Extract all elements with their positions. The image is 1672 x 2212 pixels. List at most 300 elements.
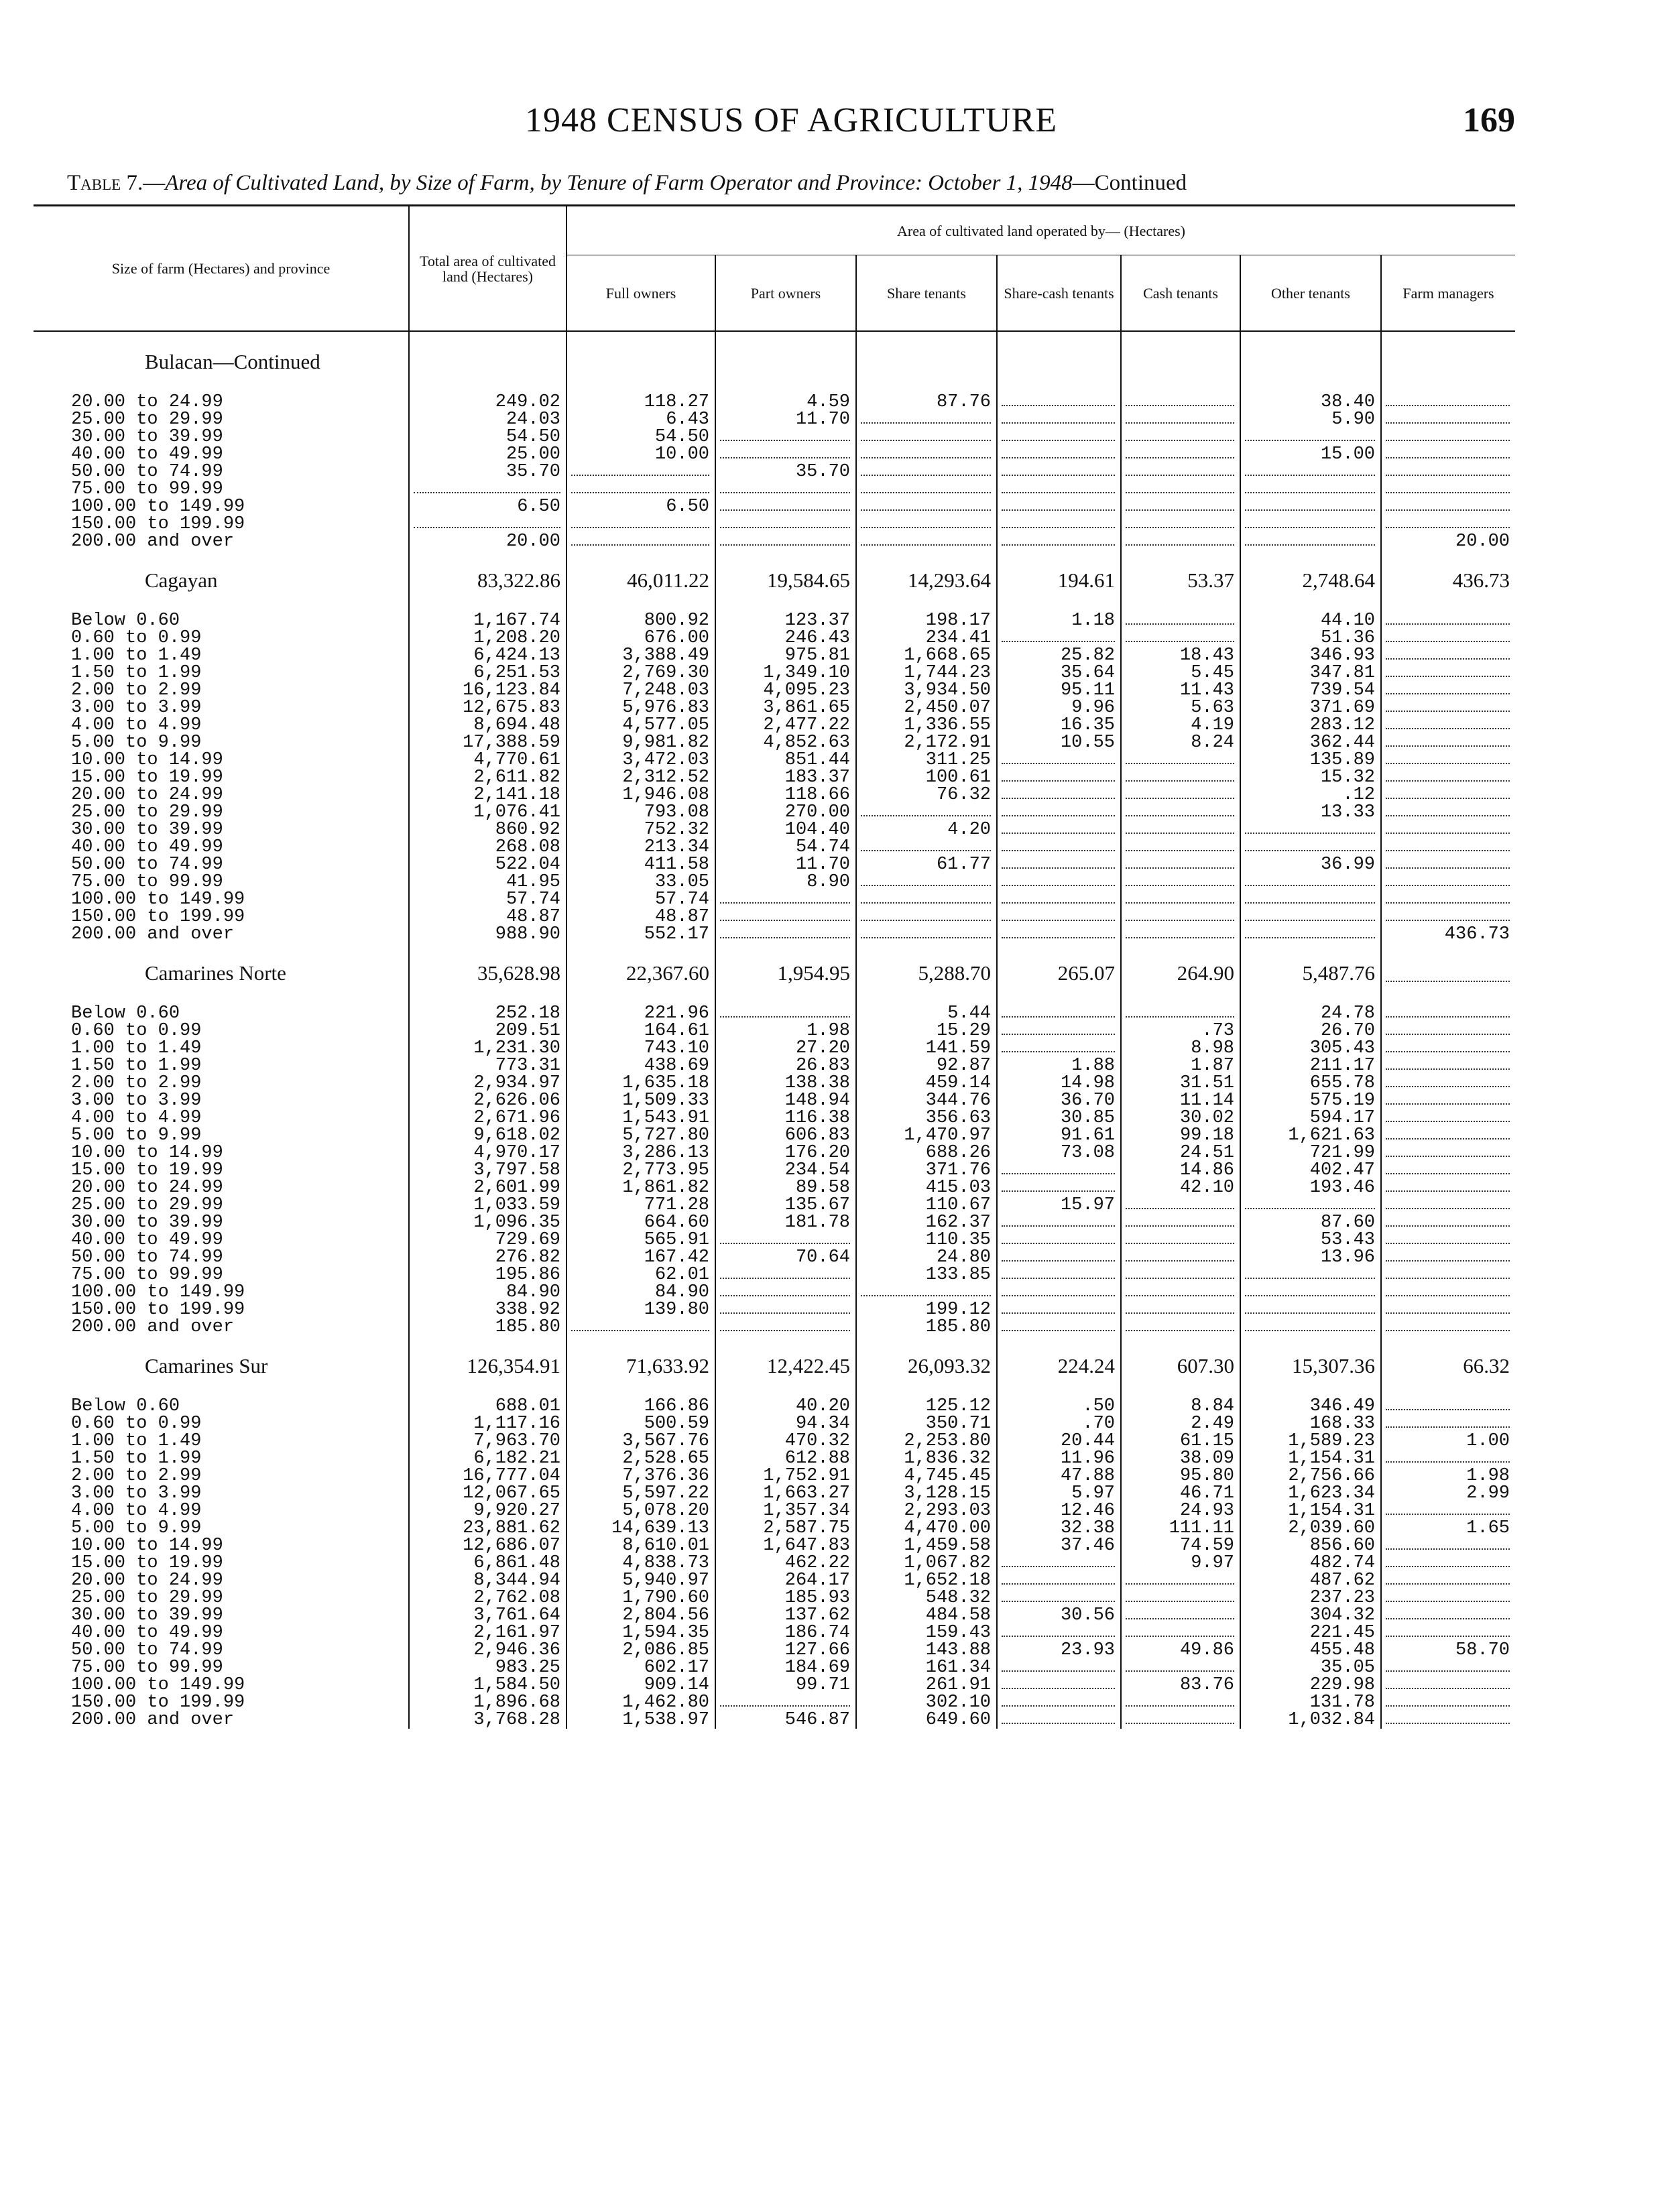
table-cell bbox=[997, 1554, 1121, 1572]
table-cell: 729.69 bbox=[409, 1231, 566, 1249]
section-total-cell: 66.32 bbox=[1381, 1336, 1515, 1380]
size-class-label: 15.00 to 19.99 bbox=[71, 1162, 223, 1179]
size-class-label: 1.50 to 1.99 bbox=[71, 1450, 202, 1467]
table-cell bbox=[856, 481, 997, 498]
table-cell: 26.83 bbox=[715, 1057, 856, 1074]
table-cell: 1,067.82 bbox=[856, 1554, 997, 1572]
table-cell bbox=[1381, 1144, 1515, 1162]
table-cell: 470.32 bbox=[715, 1432, 856, 1450]
table-cell bbox=[856, 891, 997, 908]
table-cell: 1,946.08 bbox=[566, 786, 715, 804]
table-cell bbox=[1381, 411, 1515, 428]
table-cell bbox=[1381, 1196, 1515, 1214]
size-class-label: 75.00 to 99.99 bbox=[71, 873, 223, 891]
table-cell: 9,920.27 bbox=[409, 1502, 566, 1520]
section-total-cell: 126,354.91 bbox=[409, 1336, 566, 1380]
table-cell bbox=[1381, 1589, 1515, 1607]
table-cell bbox=[1121, 1572, 1240, 1589]
table-cell bbox=[1121, 1266, 1240, 1284]
table-cell: 12.46 bbox=[997, 1502, 1121, 1520]
table-cell bbox=[997, 1266, 1121, 1284]
table-cell: 743.10 bbox=[566, 1040, 715, 1057]
table-cell: .50 bbox=[997, 1398, 1121, 1415]
table-cell bbox=[997, 751, 1121, 769]
table-cell: 1,509.33 bbox=[566, 1092, 715, 1109]
spacer-cell bbox=[1240, 376, 1381, 393]
table-cell bbox=[856, 498, 997, 515]
table-cell: 143.88 bbox=[856, 1642, 997, 1659]
size-class-label: 2.00 to 2.99 bbox=[71, 1074, 202, 1092]
section-row bbox=[34, 331, 1515, 376]
table-cell: 371.69 bbox=[1240, 699, 1381, 717]
table-row bbox=[34, 664, 1515, 682]
table-cell bbox=[856, 446, 997, 463]
size-class-label: 30.00 to 39.99 bbox=[71, 1214, 223, 1231]
spacer-cell bbox=[997, 1380, 1121, 1398]
table-cell: 800.92 bbox=[566, 612, 715, 629]
table-cell: 3,797.58 bbox=[409, 1162, 566, 1179]
section-blank-cell bbox=[409, 331, 566, 376]
table-row bbox=[34, 1231, 1515, 1249]
spacer-cell bbox=[409, 1380, 566, 1398]
spacer-cell bbox=[409, 987, 566, 1005]
table-cell: 162.37 bbox=[856, 1214, 997, 1231]
table-row bbox=[34, 1694, 1515, 1711]
table-row bbox=[34, 1398, 1515, 1415]
table-cell bbox=[997, 1711, 1121, 1729]
table-cell: 24.78 bbox=[1240, 1005, 1381, 1022]
table-cell bbox=[856, 428, 997, 446]
spacer-cell bbox=[1381, 987, 1515, 1005]
table-cell bbox=[1240, 1266, 1381, 1284]
running-head: 1948 CENSUS OF AGRICULTURE bbox=[524, 101, 1058, 139]
table-cell: 27.20 bbox=[715, 1040, 856, 1057]
table-cell: 8,610.01 bbox=[566, 1537, 715, 1554]
table-row bbox=[34, 1249, 1515, 1266]
table-cell: 7,376.36 bbox=[566, 1467, 715, 1485]
table-cell: 6,861.48 bbox=[409, 1554, 566, 1572]
table-cell: 415.03 bbox=[856, 1179, 997, 1196]
table-cell: 11.70 bbox=[715, 856, 856, 873]
table-label: Table 7. bbox=[67, 171, 143, 195]
table-cell bbox=[1381, 908, 1515, 926]
table-cell: 5.90 bbox=[1240, 411, 1381, 428]
table-cell: 2,946.36 bbox=[409, 1642, 566, 1659]
section-total-cell: 12,422.45 bbox=[715, 1336, 856, 1380]
table-row bbox=[34, 1266, 1515, 1284]
table-cell: 35.70 bbox=[409, 463, 566, 481]
table-cell: 1,584.50 bbox=[409, 1676, 566, 1694]
spacer-cell bbox=[715, 376, 856, 393]
table-cell: 1,154.31 bbox=[1240, 1502, 1381, 1520]
table-cell: 74.59 bbox=[1121, 1537, 1240, 1554]
table-cell: 2,528.65 bbox=[566, 1450, 715, 1467]
table-cell: 61.77 bbox=[856, 856, 997, 873]
table-cell bbox=[997, 1005, 1121, 1022]
table-cell bbox=[1121, 1284, 1240, 1301]
section-row bbox=[34, 550, 1515, 595]
size-class-label: 1.00 to 1.49 bbox=[71, 647, 202, 664]
table-row bbox=[34, 699, 1515, 717]
table-row bbox=[34, 1179, 1515, 1196]
table-cell: 4,852.63 bbox=[715, 734, 856, 751]
table-cell: 346.93 bbox=[1240, 647, 1381, 664]
table-cell: 721.99 bbox=[1240, 1144, 1381, 1162]
table-row bbox=[34, 1659, 1515, 1676]
table-cell: 1,336.55 bbox=[856, 717, 997, 734]
spacer-row bbox=[34, 987, 1515, 1005]
table-cell: 176.20 bbox=[715, 1144, 856, 1162]
table-cell: 1,621.63 bbox=[1240, 1127, 1381, 1144]
col-share-tenants: Share tenants bbox=[856, 255, 997, 332]
table-cell: 4,577.05 bbox=[566, 717, 715, 734]
page-number: 169 bbox=[1463, 101, 1515, 139]
table-row bbox=[34, 1607, 1515, 1624]
table-cell: 234.41 bbox=[856, 629, 997, 647]
table-cell bbox=[1121, 612, 1240, 629]
table-cell bbox=[1381, 1502, 1515, 1520]
table-cell bbox=[1381, 1318, 1515, 1336]
table-cell: 30.85 bbox=[997, 1109, 1121, 1127]
spacer-cell bbox=[34, 595, 409, 612]
table-cell bbox=[1121, 1624, 1240, 1642]
table-cell: 8.84 bbox=[1121, 1398, 1240, 1415]
table-cell: 302.10 bbox=[856, 1694, 997, 1711]
table-cell: 41.95 bbox=[409, 873, 566, 891]
table-cell: 2,293.03 bbox=[856, 1502, 997, 1520]
table-cell: 111.11 bbox=[1121, 1520, 1240, 1537]
table-cell bbox=[856, 463, 997, 481]
table-row bbox=[34, 393, 1515, 411]
table-cell: 2,587.75 bbox=[715, 1520, 856, 1537]
table-row bbox=[34, 751, 1515, 769]
table-row bbox=[34, 1127, 1515, 1144]
table-cell: 135.89 bbox=[1240, 751, 1381, 769]
table-cell: 127.66 bbox=[715, 1642, 856, 1659]
table-cell: 12,675.83 bbox=[409, 699, 566, 717]
table-cell: 166.86 bbox=[566, 1398, 715, 1415]
table-cell: 91.61 bbox=[997, 1127, 1121, 1144]
table-cell: 36.70 bbox=[997, 1092, 1121, 1109]
table-row bbox=[34, 1092, 1515, 1109]
table-cell: 411.58 bbox=[566, 856, 715, 873]
table-cell: 18.43 bbox=[1121, 647, 1240, 664]
size-class-label: 50.00 to 74.99 bbox=[71, 856, 223, 873]
size-class-label: 20.00 to 24.99 bbox=[71, 1572, 223, 1589]
table-cell bbox=[997, 629, 1121, 647]
table-cell: 11.14 bbox=[1121, 1092, 1240, 1109]
section-total-cell: 2,748.64 bbox=[1240, 550, 1381, 595]
col-share-cash-tenants: Share-cash tenants bbox=[997, 255, 1121, 332]
table-cell: 31.51 bbox=[1121, 1074, 1240, 1092]
table-row bbox=[34, 446, 1515, 463]
table-row bbox=[34, 515, 1515, 533]
table-cell: 438.69 bbox=[566, 1057, 715, 1074]
spacer-cell bbox=[1121, 376, 1240, 393]
table-cell bbox=[1381, 1266, 1515, 1284]
table-cell: 2.99 bbox=[1381, 1485, 1515, 1502]
table-cell: 1,459.58 bbox=[856, 1537, 997, 1554]
table-cell bbox=[1381, 612, 1515, 629]
col-other-tenants: Other tenants bbox=[1240, 255, 1381, 332]
table-cell: 95.11 bbox=[997, 682, 1121, 699]
size-class-label: 100.00 to 149.99 bbox=[71, 498, 245, 515]
size-class-label: 100.00 to 149.99 bbox=[71, 1676, 245, 1694]
size-class-label: 1.00 to 1.49 bbox=[71, 1432, 202, 1450]
table-cell: 1,154.31 bbox=[1240, 1450, 1381, 1467]
table-cell bbox=[715, 1301, 856, 1318]
table-cell: 3,472.03 bbox=[566, 751, 715, 769]
table-cell bbox=[715, 1694, 856, 1711]
table-cell: 4.59 bbox=[715, 393, 856, 411]
size-class-label: 200.00 and over bbox=[71, 926, 235, 943]
size-class-label: 4.00 to 4.99 bbox=[71, 1502, 202, 1520]
table-cell: 6,251.53 bbox=[409, 664, 566, 682]
table-row bbox=[34, 856, 1515, 873]
col-part-owners: Part owners bbox=[715, 255, 856, 332]
table-cell: 1,117.16 bbox=[409, 1415, 566, 1432]
table-cell bbox=[1121, 411, 1240, 428]
table-cell: 185.93 bbox=[715, 1589, 856, 1607]
table-row bbox=[34, 1318, 1515, 1336]
table-cell: 1,096.35 bbox=[409, 1214, 566, 1231]
table-cell: 8.24 bbox=[1121, 734, 1240, 751]
table-row bbox=[34, 1485, 1515, 1502]
table-row bbox=[34, 629, 1515, 647]
table-row bbox=[34, 891, 1515, 908]
table-cell: 44.10 bbox=[1240, 612, 1381, 629]
table-row bbox=[34, 1284, 1515, 1301]
table-cell: .73 bbox=[1121, 1022, 1240, 1040]
table-cell bbox=[715, 498, 856, 515]
table-row bbox=[34, 682, 1515, 699]
table-cell: 99.18 bbox=[1121, 1127, 1240, 1144]
table-cell: 38.40 bbox=[1240, 393, 1381, 411]
size-class-label: 50.00 to 74.99 bbox=[71, 463, 223, 481]
size-class-label: 0.60 to 0.99 bbox=[71, 1022, 202, 1040]
table-row bbox=[34, 1467, 1515, 1485]
table-row bbox=[34, 1502, 1515, 1520]
table-cell: 4,770.61 bbox=[409, 751, 566, 769]
table-cell bbox=[997, 1589, 1121, 1607]
spacer-cell bbox=[566, 595, 715, 612]
table-cell: 25.82 bbox=[997, 647, 1121, 664]
table-cell: 9,618.02 bbox=[409, 1127, 566, 1144]
table-cell: 1.87 bbox=[1121, 1057, 1240, 1074]
table-cell: 24.51 bbox=[1121, 1144, 1240, 1162]
spacer-cell bbox=[997, 595, 1121, 612]
table-cell: 35.05 bbox=[1240, 1659, 1381, 1676]
table-cell: 138.38 bbox=[715, 1074, 856, 1092]
table-cell bbox=[715, 1005, 856, 1022]
tenure-group-header: Area of cultivated land operated by— (Hectares) bbox=[566, 206, 1515, 255]
table-cell: 1,462.80 bbox=[566, 1694, 715, 1711]
table-cell: 95.80 bbox=[1121, 1467, 1240, 1485]
table-cell: 1,836.32 bbox=[856, 1450, 997, 1467]
table-cell: 1,635.18 bbox=[566, 1074, 715, 1092]
table-cell: 37.46 bbox=[997, 1537, 1121, 1554]
table-cell: 1,349.10 bbox=[715, 664, 856, 682]
table-cell bbox=[997, 515, 1121, 533]
table-cell: 4.20 bbox=[856, 821, 997, 839]
table-cell bbox=[1381, 647, 1515, 664]
size-class-label: 2.00 to 2.99 bbox=[71, 1467, 202, 1485]
spacer-cell bbox=[1121, 595, 1240, 612]
section-total-cell: 22,367.60 bbox=[566, 943, 715, 987]
table-cell bbox=[1240, 498, 1381, 515]
size-class-label: 3.00 to 3.99 bbox=[71, 1485, 202, 1502]
table-cell bbox=[1381, 446, 1515, 463]
table-cell bbox=[1121, 1607, 1240, 1624]
table-cell bbox=[1121, 1214, 1240, 1231]
size-class-label: 3.00 to 3.99 bbox=[71, 1092, 202, 1109]
table-cell: 346.49 bbox=[1240, 1398, 1381, 1415]
table-row bbox=[34, 839, 1515, 856]
table-cell: 1,538.97 bbox=[566, 1711, 715, 1729]
table-cell: 311.25 bbox=[856, 751, 997, 769]
size-class-label: 40.00 to 49.99 bbox=[71, 446, 223, 463]
table-cell bbox=[1121, 908, 1240, 926]
table-row bbox=[34, 821, 1515, 839]
size-class-label: 20.00 to 24.99 bbox=[71, 393, 223, 411]
table-cell bbox=[997, 1659, 1121, 1676]
spacer-cell bbox=[409, 595, 566, 612]
table-cell bbox=[1240, 463, 1381, 481]
table-cell: 54.50 bbox=[566, 428, 715, 446]
table-cell bbox=[1381, 751, 1515, 769]
section-blank-cell bbox=[1240, 331, 1381, 376]
table-cell bbox=[715, 1231, 856, 1249]
table-row bbox=[34, 1144, 1515, 1162]
table-cell bbox=[1381, 1127, 1515, 1144]
table-cell bbox=[997, 1676, 1121, 1694]
table-cell: 1,623.34 bbox=[1240, 1485, 1381, 1502]
section-total-cell: 5,487.76 bbox=[1240, 943, 1381, 987]
table-cell: 1,543.91 bbox=[566, 1109, 715, 1127]
table-cell bbox=[1381, 804, 1515, 821]
table-cell: 161.34 bbox=[856, 1659, 997, 1676]
size-class-label: 50.00 to 74.99 bbox=[71, 1642, 223, 1659]
table-cell: 16,777.04 bbox=[409, 1467, 566, 1485]
table-cell: 36.99 bbox=[1240, 856, 1381, 873]
table-cell: 606.83 bbox=[715, 1127, 856, 1144]
table-cell: 54.50 bbox=[409, 428, 566, 446]
table-cell: 53.43 bbox=[1240, 1231, 1381, 1249]
table-cell: 5,976.83 bbox=[566, 699, 715, 717]
spacer-row bbox=[34, 595, 1515, 612]
table-cell: 1,647.83 bbox=[715, 1537, 856, 1554]
table-cell: 1,744.23 bbox=[856, 664, 997, 682]
table-cell: 459.14 bbox=[856, 1074, 997, 1092]
size-class-label: Below 0.60 bbox=[71, 612, 180, 629]
section-total-cell: 1,954.95 bbox=[715, 943, 856, 987]
table-cell: 4,095.23 bbox=[715, 682, 856, 699]
table-cell: 2,626.06 bbox=[409, 1092, 566, 1109]
table-cell: 38.09 bbox=[1121, 1450, 1240, 1467]
table-body bbox=[34, 331, 1515, 1729]
table-cell: 664.60 bbox=[566, 1214, 715, 1231]
table-cell: 8.90 bbox=[715, 873, 856, 891]
table-cell bbox=[1121, 463, 1240, 481]
table-cell: 2,141.18 bbox=[409, 786, 566, 804]
size-class-label: 200.00 and over bbox=[71, 1711, 235, 1729]
size-class-label: 40.00 to 49.99 bbox=[71, 1231, 223, 1249]
table-cell bbox=[1381, 769, 1515, 786]
spacer-cell bbox=[1240, 987, 1381, 1005]
table-cell: 32.38 bbox=[997, 1520, 1121, 1537]
size-class-label: 50.00 to 74.99 bbox=[71, 1249, 223, 1266]
table-cell: 2,312.52 bbox=[566, 769, 715, 786]
table-cell: 30.02 bbox=[1121, 1109, 1240, 1127]
section-total-cell: 436.73 bbox=[1381, 550, 1515, 595]
table-cell bbox=[1381, 682, 1515, 699]
table-cell bbox=[715, 446, 856, 463]
table-row bbox=[34, 533, 1515, 550]
table-row bbox=[34, 1711, 1515, 1729]
table-cell: 5,078.20 bbox=[566, 1502, 715, 1520]
size-class-label: 20.00 to 24.99 bbox=[71, 786, 223, 804]
table-row bbox=[34, 498, 1515, 515]
table-cell bbox=[856, 873, 997, 891]
table-cell: 5.63 bbox=[1121, 699, 1240, 717]
size-class-label: 10.00 to 14.99 bbox=[71, 751, 223, 769]
table-cell bbox=[997, 411, 1121, 428]
table-cell: 270.00 bbox=[715, 804, 856, 821]
table-cell: 35.70 bbox=[715, 463, 856, 481]
table-row bbox=[34, 612, 1515, 629]
table-row bbox=[34, 1624, 1515, 1642]
table-cell bbox=[1121, 926, 1240, 943]
table-cell bbox=[1381, 1554, 1515, 1572]
table-cell bbox=[1121, 821, 1240, 839]
table-cell bbox=[1381, 1249, 1515, 1266]
table-cell bbox=[1381, 1231, 1515, 1249]
size-class-label: 5.00 to 9.99 bbox=[71, 1520, 202, 1537]
section-blank-cell bbox=[715, 331, 856, 376]
spacer-cell bbox=[1381, 595, 1515, 612]
size-class-label: 150.00 to 199.99 bbox=[71, 1301, 245, 1318]
table-cell: 3,761.64 bbox=[409, 1607, 566, 1624]
table-cell: 17,388.59 bbox=[409, 734, 566, 751]
table-row bbox=[34, 481, 1515, 498]
table-cell bbox=[715, 515, 856, 533]
table-cell: 1.98 bbox=[1381, 1467, 1515, 1485]
table-cell: 3,286.13 bbox=[566, 1144, 715, 1162]
table-cell: 1.00 bbox=[1381, 1432, 1515, 1450]
table-cell: 48.87 bbox=[409, 908, 566, 926]
table-cell: 118.66 bbox=[715, 786, 856, 804]
table-row bbox=[34, 1432, 1515, 1450]
size-class-label: 10.00 to 14.99 bbox=[71, 1144, 223, 1162]
table-cell: 575.19 bbox=[1240, 1092, 1381, 1109]
table-cell: 48.87 bbox=[566, 908, 715, 926]
table-cell bbox=[997, 856, 1121, 873]
table-row bbox=[34, 769, 1515, 786]
table-cell: 455.48 bbox=[1240, 1642, 1381, 1659]
section-title: Camarines Norte bbox=[145, 961, 286, 985]
table-row bbox=[34, 1537, 1515, 1554]
table-title: Area of Cultivated Land, by Size of Farm, by Tenure of Farm Operator and Province: October 1, 1948 bbox=[165, 171, 1073, 195]
table-cell bbox=[1121, 1301, 1240, 1318]
table-cell bbox=[409, 515, 566, 533]
table-row bbox=[34, 717, 1515, 734]
table-cell bbox=[997, 786, 1121, 804]
table-cell: 1.65 bbox=[1381, 1520, 1515, 1537]
table-cell bbox=[1121, 1694, 1240, 1711]
table-cell bbox=[715, 1266, 856, 1284]
table-cell bbox=[1240, 891, 1381, 908]
table-cell bbox=[997, 891, 1121, 908]
